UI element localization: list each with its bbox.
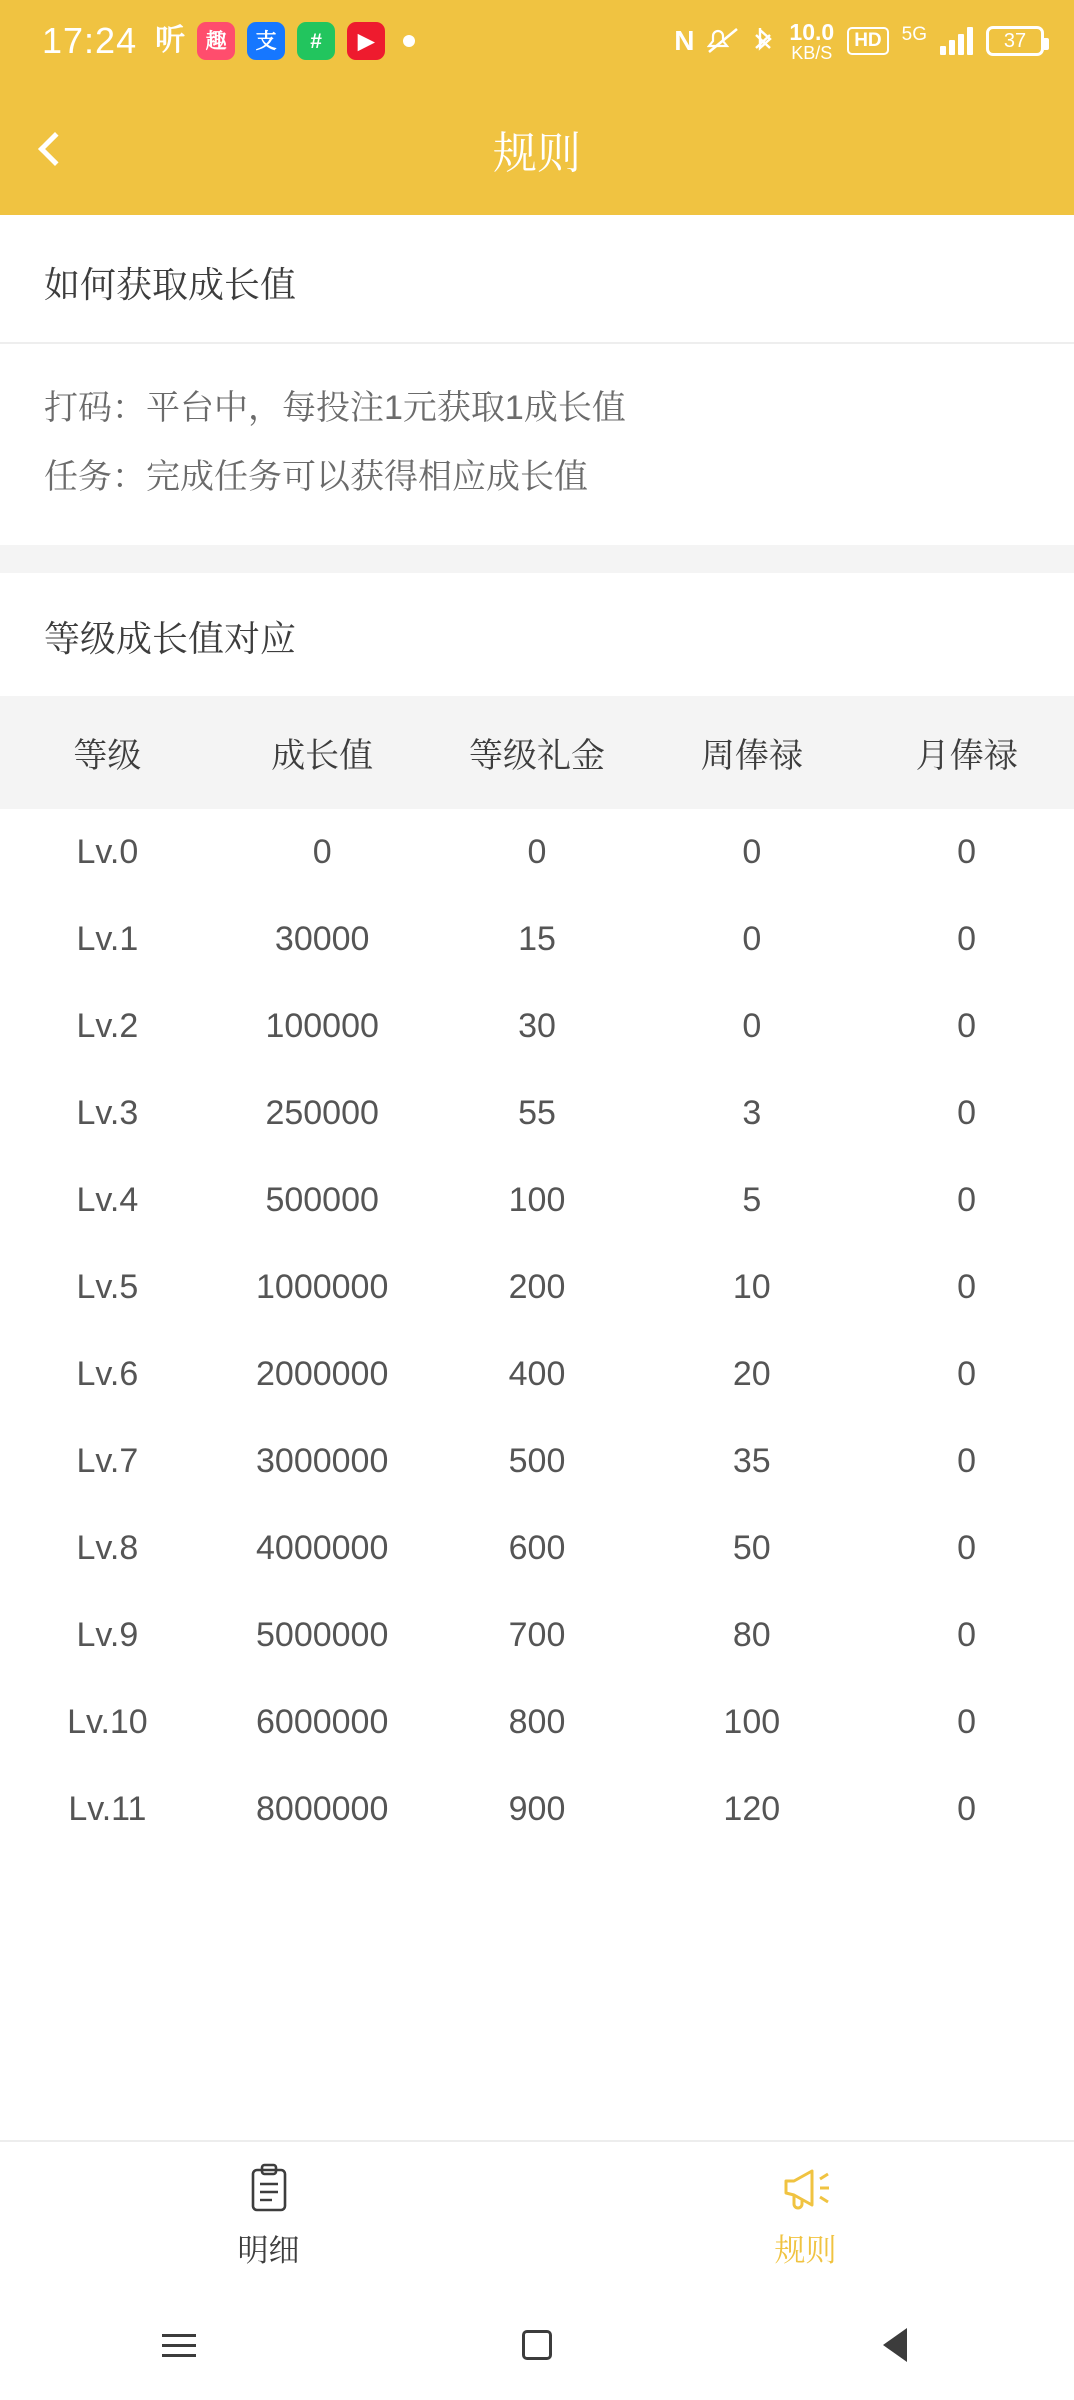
cell-growth: 6000000: [256, 1703, 389, 1742]
cell-level-bonus: 0: [527, 833, 547, 872]
nav-back-button[interactable]: [716, 2328, 1074, 2362]
pink-app-icon: 趣: [197, 22, 235, 60]
column-header-weekly-salary: 周俸禄: [644, 696, 859, 809]
column-header-monthly-salary: 月俸禄: [859, 696, 1074, 809]
status-bar: [0, 0, 1074, 82]
section-title-how-to: 如何获取成长值: [0, 215, 1074, 344]
table-row: [0, 1244, 1074, 1331]
page-content: [0, 215, 1074, 2140]
cell-monthly-salary: 0: [957, 1355, 977, 1394]
cell-growth: 0: [312, 833, 332, 872]
status-app-icons: [155, 22, 415, 60]
cell-growth: 250000: [265, 1094, 379, 1133]
cell-level-bonus: 200: [508, 1268, 566, 1307]
cell-weekly-salary: 80: [732, 1616, 771, 1655]
cell-weekly-salary: 0: [742, 833, 762, 872]
cell-level-bonus: 900: [508, 1790, 566, 1829]
battery-level: 37: [1003, 29, 1027, 52]
cell-level: Lv.0: [76, 833, 139, 872]
cell-monthly-salary: 0: [957, 1007, 977, 1046]
cell-level: Lv.10: [67, 1703, 148, 1742]
cell-level: Lv.6: [76, 1355, 139, 1394]
title-bar: [0, 82, 1074, 215]
network-speed-unit: KB/S: [791, 42, 833, 63]
cell-weekly-salary: 120: [723, 1790, 781, 1829]
nav-home-button[interactable]: [358, 2330, 716, 2360]
rules-list: [0, 344, 1074, 545]
cell-growth: 5000000: [256, 1616, 389, 1655]
cell-weekly-salary: 10: [732, 1268, 771, 1307]
cell-level: Lv.5: [76, 1268, 139, 1307]
level-growth-table: [0, 696, 1074, 1853]
mute-bell-icon: [707, 26, 741, 56]
table-row: [0, 1679, 1074, 1766]
cell-growth: 2000000: [256, 1355, 389, 1394]
cell-level: Lv.4: [76, 1181, 139, 1220]
cell-growth: 3000000: [256, 1442, 389, 1481]
cell-monthly-salary: 0: [957, 1529, 977, 1568]
cell-weekly-salary: 50: [732, 1529, 771, 1568]
cell-level: Lv.8: [76, 1529, 139, 1568]
green-app-icon: #: [297, 22, 335, 60]
clipboard-icon: [246, 2163, 292, 2215]
cell-level-bonus: 600: [508, 1529, 566, 1568]
cell-weekly-salary: 3: [742, 1094, 762, 1133]
cell-level-bonus: 400: [508, 1355, 566, 1394]
cell-level-bonus: 700: [508, 1616, 566, 1655]
section-divider: [0, 545, 1074, 573]
hd-icon: HD: [847, 27, 888, 55]
cell-monthly-salary: 0: [957, 1268, 977, 1307]
cell-monthly-salary: 0: [957, 1181, 977, 1220]
cell-monthly-salary: 0: [957, 1616, 977, 1655]
dot-indicator-icon: [403, 35, 415, 47]
battery-indicator: [986, 26, 1044, 56]
cell-monthly-salary: 0: [957, 1442, 977, 1481]
table-row: [0, 1505, 1074, 1592]
back-triangle-icon: [883, 2328, 907, 2362]
cell-weekly-salary: 0: [742, 920, 762, 959]
bottom-tab-bar: [0, 2140, 1074, 2290]
bluetooth-icon: [754, 26, 776, 56]
signal-bars-icon: [940, 27, 973, 55]
cell-level: Lv.11: [68, 1790, 147, 1829]
nfc-icon: N: [674, 25, 695, 56]
rule-line: 打码：平台中，每投注1元获取1成长值: [44, 389, 626, 427]
rule-line: 任务：完成任务可以获得相应成长值: [44, 457, 588, 496]
column-header-level-bonus: 等级礼金: [430, 696, 645, 809]
tab-rules-label: 规则: [774, 2232, 837, 2268]
listen-app-icon: 听: [155, 24, 186, 57]
home-square-icon: [522, 2330, 552, 2360]
column-header-level: 等级: [0, 696, 215, 809]
section-title-level-table: 等级成长值对应: [44, 618, 297, 660]
status-clock: 17:24: [42, 20, 138, 61]
menu-lines-icon: [162, 2334, 196, 2357]
table-body: [0, 809, 1074, 1853]
cell-level-bonus: 500: [508, 1442, 566, 1481]
table-row: [0, 1766, 1074, 1853]
cell-weekly-salary: 100: [723, 1703, 781, 1742]
network-speed: [789, 18, 835, 63]
cell-level: Lv.9: [76, 1616, 139, 1655]
table-row: [0, 896, 1074, 983]
page-title: 规则: [493, 128, 581, 178]
table-row: [0, 1592, 1074, 1679]
cell-level: Lv.2: [76, 1007, 139, 1046]
tab-detail[interactable]: [0, 2142, 537, 2290]
cell-level-bonus: 15: [518, 920, 556, 959]
cell-monthly-salary: 0: [957, 1790, 977, 1829]
cell-level-bonus: 30: [518, 1007, 556, 1046]
cell-weekly-salary: 5: [742, 1181, 762, 1220]
cell-level-bonus: 800: [508, 1703, 566, 1742]
cell-monthly-salary: 0: [957, 1094, 977, 1133]
cell-level: Lv.7: [76, 1442, 139, 1481]
cell-weekly-salary: 20: [732, 1355, 771, 1394]
tab-detail-label: 明细: [237, 2232, 300, 2268]
table-row: [0, 809, 1074, 896]
cell-growth: 30000: [274, 920, 370, 959]
table-row: [0, 1157, 1074, 1244]
cell-weekly-salary: 35: [732, 1442, 771, 1481]
megaphone-icon: [778, 2163, 834, 2215]
table-row: [0, 1331, 1074, 1418]
red-video-icon: ▶: [347, 22, 385, 60]
network-speed-value: 10.0: [789, 18, 835, 45]
signal-type-label: 5G: [901, 24, 927, 45]
cell-growth: 500000: [265, 1181, 379, 1220]
table-row: [0, 1418, 1074, 1505]
cell-growth: 4000000: [256, 1529, 389, 1568]
cell-level: Lv.3: [76, 1094, 139, 1133]
cell-monthly-salary: 0: [957, 1703, 977, 1742]
cell-weekly-salary: 0: [742, 1007, 762, 1046]
cell-growth: 100000: [265, 1007, 379, 1046]
table-row: [0, 1070, 1074, 1157]
cell-monthly-salary: 0: [957, 920, 977, 959]
cell-growth: 8000000: [256, 1790, 389, 1829]
column-header-growth: 成长值: [215, 696, 430, 809]
cell-monthly-salary: 0: [957, 833, 977, 872]
cell-level: Lv.1: [76, 920, 139, 959]
nav-recents-button[interactable]: [0, 2334, 358, 2357]
table-row: [0, 983, 1074, 1070]
cell-level-bonus: 55: [518, 1094, 556, 1133]
status-right-icons: [674, 18, 1044, 63]
alipay-icon: 支: [247, 22, 285, 60]
table-header: [0, 696, 1074, 809]
tab-rules[interactable]: [537, 2142, 1074, 2290]
cell-growth: 1000000: [256, 1268, 389, 1307]
cell-level-bonus: 100: [508, 1181, 566, 1220]
table-header-row: [0, 696, 1074, 809]
system-nav-bar: [0, 2290, 1074, 2400]
